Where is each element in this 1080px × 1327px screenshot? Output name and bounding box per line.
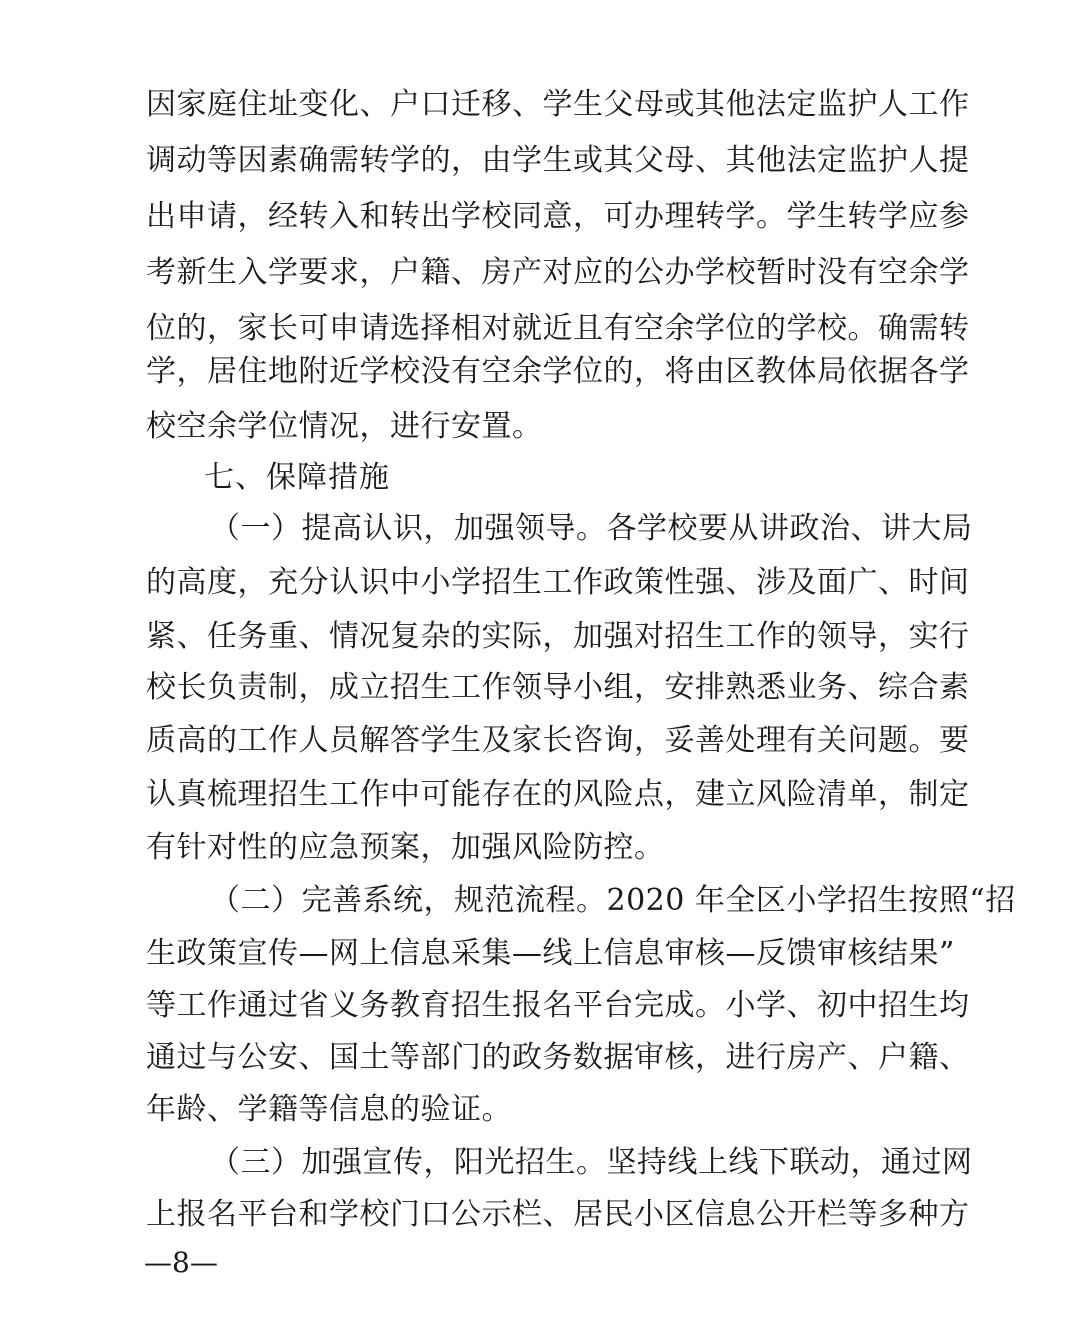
text-line: 质高的工作人员解答学生及家长咨询，妥善处理有关问题。要 [146,723,970,758]
text-line: 考新生入学要求，户籍、房产对应的公办学校暂时没有空余学 [146,255,970,290]
text-line: （一）提高认识，加强领导。各学校要从讲政治、讲大局 [210,511,973,546]
text-line: 出申请，经转入和转出学校同意，可办理转学。学生转学应参 [146,199,970,234]
text-line: 认真梳理招生工作中可能存在的风险点，建立风险清单，制定 [146,777,970,812]
text-line: 年龄、学籍等信息的验证。 [146,1092,512,1127]
text-line: 因家庭住址变化、户口迁移、学生父母或其他法定监护人工作 [146,87,970,122]
section-heading: 七、保障措施 [204,460,390,495]
text-line: 有针对性的应急预案，加强风险防控。 [146,830,665,865]
text-line: （二）完善系统，规范流程。2020 年全区小学招生按照“招 [210,883,1016,918]
text-line: 通过与公安、国土等部门的政务数据审核，进行房产、户籍、 [146,1040,970,1075]
text-line: （三）加强宣传，阳光招生。坚持线上线下联动，通过网 [210,1145,973,1180]
text-line: 校长负责制，成立招生工作领导小组，安排熟悉业务、综合素 [146,670,970,705]
text-line: 调动等因素确需转学的，由学生或其父母、其他法定监护人提 [146,143,970,178]
text-line: 校空余学位情况，进行安置。 [146,409,543,444]
text-line: 生政策宣传—网上信息采集—线上信息审核—反馈审核结果” [146,936,955,971]
page-number: —8— [144,1246,218,1279]
text-line: 上报名平台和学校门口公示栏、居民小区信息公开栏等多种方 [146,1197,970,1232]
text-line: 等工作通过省义务教育招生报名平台完成。小学、初中招生均 [146,988,970,1023]
text-line: 的高度，充分认识中小学招生工作政策性强、涉及面广、时间 [146,565,970,600]
text-line: 位的，家长可申请选择相对就近且有空余学位的学校。确需转 [146,311,970,346]
text-line: 紧、任务重、情况复杂的实际，加强对招生工作的领导，实行 [146,619,970,654]
text-line: 学，居住地附近学校没有空余学位的，将由区教体局依据各学 [146,354,970,389]
